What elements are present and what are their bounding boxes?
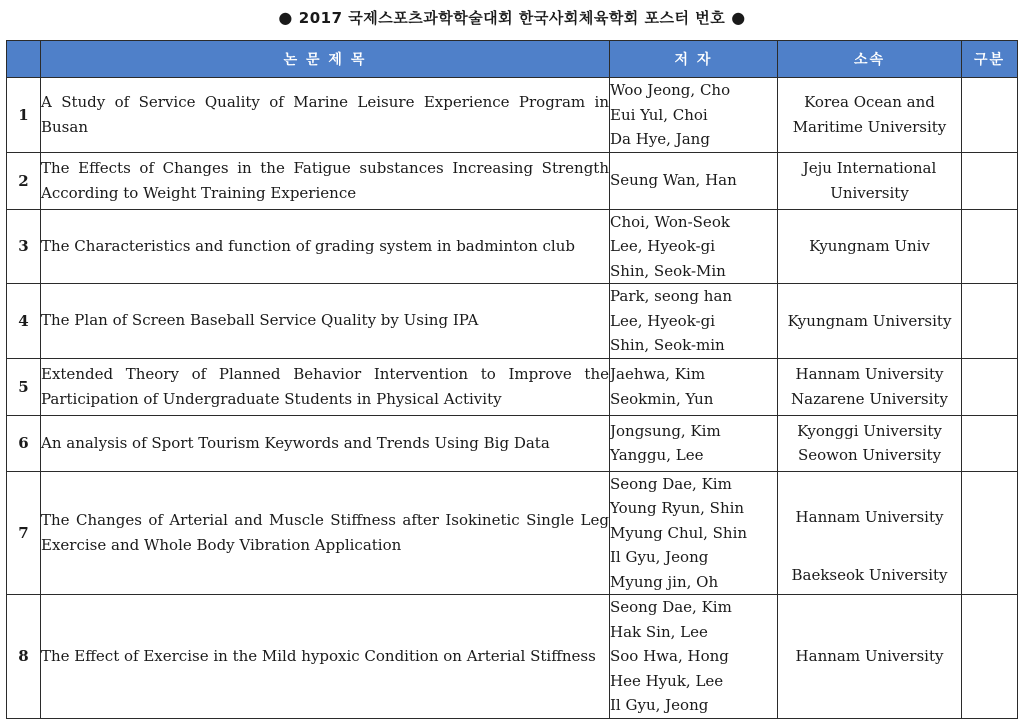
division-cell (962, 471, 1018, 595)
bullet-right: ● (731, 8, 746, 27)
author-name: Young Ryun, Shin (610, 499, 745, 517)
division-cell (962, 209, 1018, 284)
author-name: Woo Jeong, Cho (610, 81, 731, 99)
author-name: Hee Hyuk, Lee (610, 671, 724, 690)
authors-cell (610, 78, 778, 153)
row-number: 6 (7, 415, 41, 471)
table-row (7, 78, 1018, 153)
page-title (0, 6, 1024, 30)
bullet-left: ● (278, 8, 293, 27)
table-header-row (7, 41, 1018, 78)
author-name: Yanggu, Lee (610, 446, 704, 464)
author-name: Seung Wan, Han (610, 171, 737, 190)
paper-title: The Characteristics and function of grading system in badminton club (41, 209, 610, 284)
header-division: 구분 (962, 41, 1018, 78)
affiliation-cell (778, 358, 962, 415)
author-name: Myung jin, Oh (610, 572, 719, 591)
affiliation-name: Kyungnam University (787, 311, 952, 330)
authors-cell (610, 209, 778, 284)
affiliation-cell (778, 415, 962, 471)
page-title-text: 2017 국제스포츠과학학술대회 한국사회체육학회 포스터 번호 (298, 9, 726, 27)
author-name: Myung Chul, Shin (610, 523, 748, 542)
author-name: Il Gyu, Jeong (610, 696, 709, 714)
authors-cell (610, 415, 778, 471)
header-authors: 저 자 (610, 41, 778, 78)
table-row (7, 415, 1018, 471)
affiliation-name: Jeju International (802, 159, 937, 177)
affiliation-name: Hannam University (795, 507, 944, 526)
division-cell (962, 415, 1018, 471)
author-name: Seong Dae, Kim (610, 474, 732, 493)
affiliation-cell (778, 595, 962, 719)
affiliation-cell (778, 209, 962, 284)
division-cell (962, 152, 1018, 209)
affiliation-name: Maritime University (792, 117, 947, 136)
paper-title: The Plan of Screen Baseball Service Quality by Using IPA (41, 284, 610, 359)
authors-cell (610, 284, 778, 359)
affiliation-name: Hannam University (795, 365, 944, 383)
division-cell (962, 284, 1018, 359)
paper-title: Extended Theory of Planned Behavior Intervention to Improve the Participation of Undergraduate Students in Physical Activity (41, 358, 610, 415)
row-number: 7 (7, 471, 41, 595)
author-name: Soo Hwa, Hong (610, 647, 729, 665)
author-name: Shin, Seok-min (610, 336, 725, 354)
author-name: Choi, Won-Seok (610, 212, 730, 231)
table-body (7, 78, 1018, 719)
affiliation-name: Kyonggi University (797, 421, 942, 440)
table-row (7, 152, 1018, 209)
paper-title: The Effect of Exercise in the Mild hypoxic Condition on Arterial Stiffness (41, 595, 610, 719)
author-name: Lee, Hyeok-gi (610, 237, 716, 255)
author-name: Da Hye, Jang (610, 130, 710, 148)
author-name: Seokmin, Yun (610, 389, 714, 408)
header-title: 논 문 제 목 (41, 41, 610, 78)
poster-table (6, 40, 1018, 719)
authors-cell (610, 358, 778, 415)
author-name: Lee, Hyeok-gi (610, 311, 716, 330)
author-name: Jongsung, Kim (610, 421, 721, 440)
author-name: Park, seong han (610, 287, 733, 305)
author-name: Il Gyu, Jeong (610, 548, 709, 566)
affiliation-cell (778, 78, 962, 153)
row-number: 3 (7, 209, 41, 284)
authors-cell (610, 471, 778, 595)
header-affiliation: 소속 (778, 41, 962, 78)
table-row (7, 358, 1018, 415)
row-number: 2 (7, 152, 41, 209)
author-name: Jaehwa, Kim (610, 365, 706, 383)
affiliation-name: Seowon University (797, 446, 942, 464)
affiliation-name: Nazarene University (791, 389, 948, 408)
table-row (7, 209, 1018, 284)
paper-title: The Effects of Changes in the Fatigue substances Increasing Strength According to Weight Training Experience (41, 152, 610, 209)
table-row (7, 595, 1018, 719)
paper-title: A Study of Service Quality of Marine Leisure Experience Program in Busan (41, 78, 610, 153)
paper-title: The Changes of Arterial and Muscle Stiffness after Isokinetic Single Leg Exercise and Whole Body Vibration Application (41, 471, 610, 595)
row-number: 5 (7, 358, 41, 415)
affiliation-name: University (830, 183, 909, 202)
author-name: Shin, Seok-Min (610, 261, 726, 280)
affiliation-name: Korea Ocean and (804, 93, 935, 112)
paper-title: An analysis of Sport Tourism Keywords and Trends Using Big Data (41, 415, 610, 471)
table-row (7, 284, 1018, 359)
division-cell (962, 595, 1018, 719)
authors-cell (610, 152, 778, 209)
affiliation-cell (778, 471, 962, 595)
authors-cell (610, 595, 778, 719)
affiliation-cell (778, 284, 962, 359)
header-number (7, 41, 41, 78)
row-number: 8 (7, 595, 41, 719)
affiliation-cell (778, 152, 962, 209)
affiliation-name: Hannam University (795, 647, 944, 665)
division-cell (962, 358, 1018, 415)
row-number: 1 (7, 78, 41, 153)
table-row (7, 471, 1018, 595)
author-name: Seong Dae, Kim (610, 598, 732, 616)
affiliation-name: Kyungnam Univ (809, 237, 930, 255)
affiliation-name: Baekseok University (791, 565, 948, 584)
author-name: Eui Yul, Choi (610, 105, 708, 124)
row-number: 4 (7, 284, 41, 359)
author-name: Hak Sin, Lee (610, 622, 708, 641)
division-cell (962, 78, 1018, 153)
